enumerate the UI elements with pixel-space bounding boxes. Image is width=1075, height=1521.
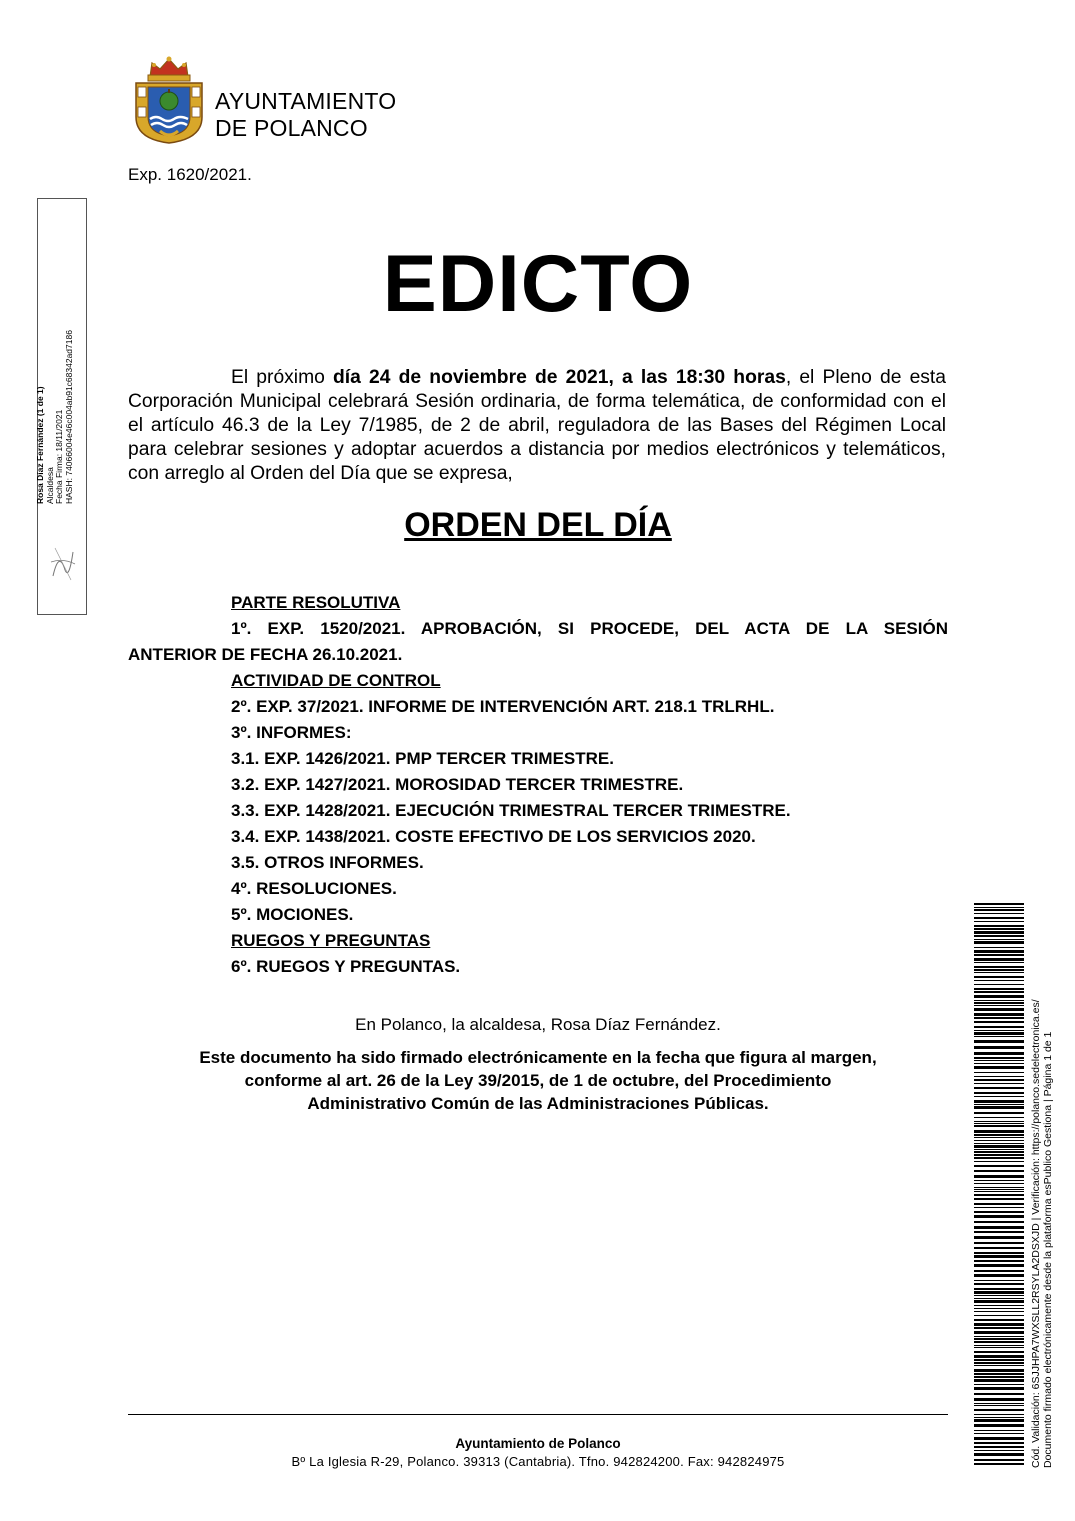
agenda-item-3-2: 3.2. EXP. 1427/2021. MOROSIDAD TERCER TRIMESTRE.: [231, 775, 684, 794]
agenda-item-5: 5º. MOCIONES.: [231, 905, 354, 924]
verification-text: [1030, 999, 1054, 1468]
esign-line2: conforme al art. 26 de la Ley 39/2015, de 1 de octubre, del Procedimiento: [244, 1071, 832, 1090]
agenda-item-4: 4º. RESOLUCIONES.: [231, 879, 397, 898]
footer-divider: [128, 1414, 948, 1415]
agenda-item-1b: ANTERIOR DE FECHA 26.10.2021.: [128, 645, 403, 664]
agenda-item-3: 3º. INFORMES:: [231, 723, 352, 742]
agenda-item-3-4: 3.4. EXP. 1438/2021. COSTE EFECTIVO DE LOS SERVICIOS 2020.: [231, 827, 756, 846]
section-actividad-control: ACTIVIDAD DE CONTROL: [231, 671, 441, 690]
intro-date: día 24 de noviembre de 2021, a las 18:30 horas: [333, 367, 786, 388]
barcode-icon: [974, 903, 1024, 1466]
organization-name-line2: DE POLANCO: [215, 115, 368, 141]
electronic-signature-notice: [128, 1046, 948, 1115]
organization-name: [215, 88, 396, 142]
signature-details: [36, 330, 74, 504]
organization-name-line1: AYUNTAMIENTO: [215, 88, 397, 114]
agenda-title: ORDEN DEL DÍA: [404, 506, 672, 544]
signature-date: Fecha Firma: 18/11/2021: [54, 409, 64, 504]
section-parte-resolutiva: PARTE RESOLUTIVA: [231, 593, 401, 612]
signer-role: Alcaldesa: [44, 467, 55, 504]
esign-line3: Administrativo Común de las Administraciones Públicas.: [307, 1094, 769, 1113]
coat-of-arms-icon: [132, 55, 207, 145]
intro-post: , el Pleno de esta Corporación Municipal celebrará Sesión ordinaria, de forma telemática, de conformidad con el el artículo 46.3 de la Ley 7/1985, de 2 de abril, reguladora de las Bases del Régimen Local para celebrar sesiones y adoptar acuerdos a distancia por medios electrónicos y telemáticos, con arreglo al Orden del Día que se expresa,: [128, 367, 947, 484]
agenda-item-1a: 1º. EXP. 1520/2021. APROBACIÓN, SI PROCEDE, DEL ACTA DE LA SESIÓN: [231, 619, 948, 638]
signer-name: Rosa Díaz Fernández (1 de 1): [35, 386, 45, 504]
document-title: EDICTO: [382, 239, 694, 329]
agenda-item-3-5: 3.5. OTROS INFORMES.: [231, 853, 424, 872]
signature-stamp-icon: [45, 540, 81, 584]
agenda-item-3-3: 3.3. EXP. 1428/2021. EJECUCIÓN TRIMESTRAL TERCER TRIMESTRE.: [231, 801, 791, 820]
agenda-list: [128, 590, 948, 980]
esign-line1: Este documento ha sido firmado electrónicamente en la fecha que figura al margen,: [199, 1048, 877, 1067]
intro-paragraph: [128, 366, 946, 486]
intro-pre: El próximo: [231, 367, 334, 388]
agenda-item-2: 2º. EXP. 37/2021. INFORME DE INTERVENCIÓN ART. 218.1 TRLRHL.: [231, 697, 775, 716]
footer-address: Bº La Iglesia R-29, Polanco. 39313 (Cantabria). Tfno. 942824200. Fax: 942824975: [291, 1454, 785, 1469]
section-ruegos: RUEGOS Y PREGUNTAS: [231, 931, 431, 950]
signing-line: En Polanco, la alcaldesa, Rosa Díaz Fernández.: [355, 1015, 721, 1034]
verification-line1: Cód. Validación: 6SJJHPA7WXSLL2RSYLA2DSXJD | Verificación: https://polanco.sedelectronica.es/: [1030, 999, 1042, 1468]
footer-organization: Ayuntamiento de Polanco: [455, 1436, 621, 1451]
agenda-item-3-1: 3.1. EXP. 1426/2021. PMP TERCER TRIMESTRE.: [231, 749, 614, 768]
signature-hash: HASH: 74066004e46c004ab91c68342ad7186: [63, 330, 74, 504]
agenda-item-6: 6º. RUEGOS Y PREGUNTAS.: [231, 957, 461, 976]
verification-line2: Documento firmado electrónicamente desde la plataforma esPublico Gestiona | Página 1 de 1: [1042, 1031, 1054, 1468]
expedient-reference: Exp. 1620/2021.: [128, 165, 252, 184]
